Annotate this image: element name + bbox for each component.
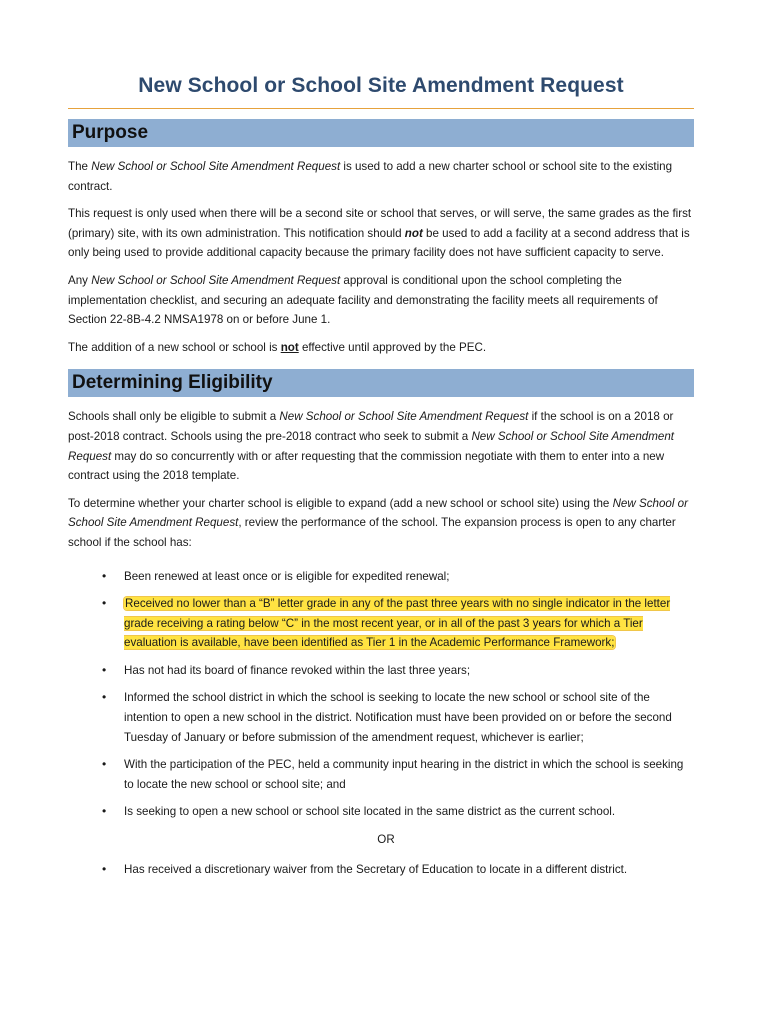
list-item-text: Has received a discretionary waiver from the Secretary of Education to locate in a different district. <box>124 862 628 876</box>
document-page <box>68 70 694 887</box>
text-run: , review the performance of the school. The expansion process is open to any charter school if the school has: <box>68 516 676 549</box>
list-item <box>68 661 694 681</box>
text-run: Any <box>68 273 92 287</box>
text-run: be used to add a facility at a second address that is only being used to provide additional capacity because the primary facility does not have sufficient capacity to serve. <box>68 226 690 260</box>
emphasis-not: not <box>404 226 423 240</box>
eligibility-criteria-list <box>68 567 694 823</box>
italic-form-name: New School or School Site Amendment Request <box>279 410 529 424</box>
section-heading-eligibility: Determining Eligibility <box>68 369 694 397</box>
italic-form-name: New School or School Site Amendment Request <box>68 429 674 463</box>
purpose-paragraph-1 <box>68 157 694 196</box>
text-run: To determine whether your charter school is eligible to expand (add a new school or school site) using the <box>68 496 613 510</box>
list-item-text: With the participation of the PEC, held a community input hearing in the district in which the school is seeking to locate the new school or school site; and <box>124 758 684 791</box>
eligibility-paragraph-1 <box>68 407 694 485</box>
highlighted-text: Received no lower than a “B” letter grade in any of the past three years with no single indicator in the letter grade receiving a rating below “C” in the most recent year, or in all of the past 3 years for which a Tier evaluation is available, have been identified as Tier 1 in the Academic Performance Framework; <box>124 597 671 650</box>
bullet-icon: • <box>102 568 107 583</box>
eligibility-paragraph-2 <box>68 494 694 553</box>
list-item <box>68 755 694 794</box>
bullet-icon: • <box>102 690 107 705</box>
list-item-text: Has not had its board of finance revoked within the last three years; <box>124 663 471 677</box>
bullet-icon: • <box>102 861 107 876</box>
document-title: New School or School Site Amendment Request <box>68 70 694 109</box>
list-item <box>68 802 694 822</box>
list-item-text: Been renewed at least once or is eligible for expedited renewal; <box>124 569 450 583</box>
text-run: if the school is on a 2018 or post-2018 contract. Schools using the pre-2018 contract who seek to submit a <box>68 410 674 443</box>
list-item-highlighted <box>68 594 694 653</box>
purpose-paragraph-4 <box>68 338 694 358</box>
italic-form-name: New School or School Site Amendment Request <box>91 273 341 287</box>
list-item <box>68 567 694 587</box>
bullet-icon: • <box>102 596 107 611</box>
text-run: This request is only used when there will be a second site or school that serves, or will serve, the same grades as the first (primary) site, with its own administration. This notification should <box>68 207 692 240</box>
list-item-text: Is seeking to open a new school or school site located in the same district as the current school. <box>124 805 616 819</box>
emphasis-not-underlined: not <box>280 340 299 354</box>
bullet-icon: • <box>102 804 107 819</box>
italic-form-name: New School or School Site Amendment Request <box>91 160 341 173</box>
text-run: is used to add a new charter school or school site to the existing contract. <box>68 160 673 193</box>
purpose-paragraph-3 <box>68 271 694 330</box>
bullet-icon: • <box>102 757 107 772</box>
bullet-icon: • <box>102 662 107 677</box>
section-heading-purpose: Purpose <box>68 119 694 147</box>
or-separator: OR <box>377 833 395 847</box>
text-run: effective until approved by the PEC. <box>298 340 487 354</box>
italic-form-name: New School or School Site Amendment Request <box>68 496 688 530</box>
list-item <box>68 688 694 747</box>
purpose-paragraph-2 <box>68 204 694 263</box>
list-item-text: Informed the school district in which the school is seeking to locate the new school or school site of the intention to open a new school in the district. Notification must have been provided on or before the second Tuesday of January or before submission of the amendment request, whichever is earlier; <box>124 691 672 744</box>
eligibility-alternative-list <box>68 860 694 880</box>
text-run: The <box>68 160 92 173</box>
text-run: approval is conditional upon the school completing the implementation checklist, and securing an adequate facility and demonstrating the facility meets all requirements of Section 22-8B-4.2 NMSA1978 on or before June 1. <box>68 273 658 327</box>
text-run: may do so concurrently with or after requesting that the commission negotiate with them to enter into a new contract using the 2018 template. <box>68 449 665 483</box>
text-run: Schools shall only be eligible to submit a <box>68 410 280 424</box>
list-item <box>68 860 694 880</box>
text-run: The addition of a new school or school is <box>68 340 281 354</box>
